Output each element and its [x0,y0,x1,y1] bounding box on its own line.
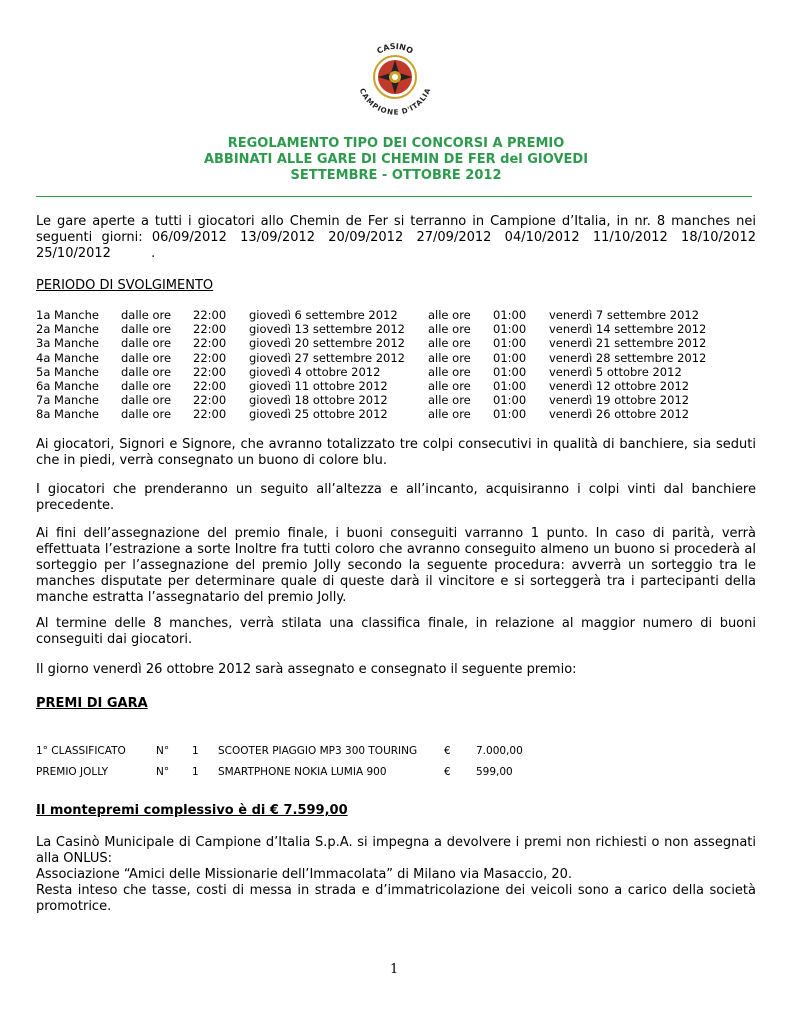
schedule-cell: 01:00 [493,350,527,365]
logo-top-text: CASINO [375,41,415,56]
intro-paragraph [36,214,756,262]
schedule-cell: alle ore [428,350,471,365]
schedule-cell: venerdì 21 settembre 2012 [549,336,707,351]
schedule-cell: 2a Manche [36,322,99,337]
schedule-cell: 22:00 [193,350,227,365]
schedule-cell: 22:00 [193,393,227,408]
schedule-cell: venerdì 28 settembre 2012 [549,350,707,365]
total-prize-pool: Il montepremi complessivo è di € 7.599,00 [36,803,348,818]
schedule-cell: dalle ore [121,322,172,337]
schedule-cell: 22:00 [193,364,227,379]
schedule-cell: alle ore [428,336,471,351]
paragraph-2: I giocatori che prenderanno un seguito all’altezza e all’incanto, acquisiranno i colpi vinti dal banchiere precedente. [36,482,756,513]
schedule-cell: dalle ore [121,407,172,422]
schedule-cell: 22:00 [193,308,227,322]
schedule-cell: giovedì 18 ottobre 2012 [249,393,388,408]
prize-cell: N° [156,766,170,778]
prize-cell: SMARTPHONE NOKIA LUMIA 900 [218,766,387,778]
schedule-cell: 01:00 [493,378,527,393]
schedule-cell: 4a Manche [36,350,99,365]
prize-cell: SCOOTER PIAGGIO MP3 300 TOURING [218,745,418,757]
title-line-1: REGOLAMENTO TIPO DEI CONCORSI A PREMIO [227,136,565,151]
schedule-cell: giovedì 25 ottobre 2012 [249,407,388,422]
schedule-cell: alle ore [428,378,471,393]
prize-cell: 1 [192,745,199,757]
schedule-cell: venerdì 19 ottobre 2012 [549,393,690,408]
schedule-cell: 8a Manche [36,407,99,422]
schedule-cell: 22:00 [193,322,227,337]
paragraph-3: Ai fini dell’assegnazione del premio finale, i buoni conseguiti varranno 1 punto. In caso di parità, verrà effettuata l’estrazione a sorte Inoltre fra tutti coloro che avranno conseguito almeno un buono si procederà al sorteggio per l’assegnazione del premio Jolly secondo la seguente procedura: avverrà un sorteggio tra le manches disputate per determinare quale di queste darà il vincitore e si sorteggerà tra i partecipanti della manche estratta l’assegnatario del premio Jolly. [36,526,756,605]
prize-cell: 7.000,00 [476,745,523,757]
page-number: 1 [390,962,399,977]
closing-line-3: Resta inteso che tasse, costi di messa in strada e d’immatricolazione dei veicoli sono a carico della società promotrice. [36,883,756,914]
schedule-cell: giovedì 4 ottobre 2012 [249,364,381,379]
prizes-heading: PREMI DI GARA [36,696,148,711]
schedule-cell: dalle ore [121,378,172,393]
prize-cell: 1° CLASSIFICATO [36,745,126,757]
schedule-cell: giovedì 6 settembre 2012 [249,308,398,322]
prize-cell: € [444,766,451,778]
closing-paragraph [36,835,756,915]
closing-line-1: La Casinò Municipale di Campione d’Italia S.p.A. si impegna a devolvere i premi non richiesti o non assegnati alla ONLUS: [36,835,756,866]
schedule-cell: 01:00 [493,393,527,408]
paragraph-5: Il giorno venerdì 26 ottobre 2012 sarà assegnato e consegnato il seguente premio: [36,662,577,677]
schedule-cell: 01:00 [493,336,527,351]
prize-cell: 599,00 [476,766,513,778]
schedule-cell: 3a Manche [36,336,99,351]
schedule-cell: 7a Manche [36,393,99,408]
schedule-cell: venerdì 7 settembre 2012 [549,308,700,322]
document-title [36,136,756,184]
schedule-cell: dalle ore [121,364,172,379]
schedule-cell: giovedì 11 ottobre 2012 [249,378,388,393]
schedule-cell: 22:00 [193,378,227,393]
schedule-cell: venerdì 5 ottobre 2012 [549,364,682,379]
period-heading: PERIODO DI SVOLGIMENTO [36,278,214,293]
schedule-cell: alle ore [428,364,471,379]
title-line-2: ABBINATI ALLE GARE DI CHEMIN DE FER del GIOVEDI [203,152,589,167]
schedule-cell: venerdì 26 ottobre 2012 [549,407,690,422]
prize-cell: € [444,745,451,757]
schedule-cell: venerdì 12 ottobre 2012 [549,378,690,393]
intro-text: Le gare aperte a tutti i giocatori allo Chemin de Fer si terranno in Campione d’Italia, in nr. 8 manches nei seguenti giorni: [36,214,756,245]
schedule-cell: alle ore [428,407,471,422]
schedule-cell: 22:00 [193,407,227,422]
title-divider [36,196,752,197]
schedule-cell: venerdì 14 settembre 2012 [549,322,707,337]
prize-cell: N° [156,745,170,757]
schedule-cell: 6a Manche [36,378,99,393]
schedule-cell: 1a Manche [36,308,99,322]
paragraph-4: Al termine delle 8 manches, verrà stilata una classifica finale, in relazione al maggior numero di buoni conseguiti dai giocatori. [36,616,756,647]
schedule-cell: dalle ore [121,350,172,365]
schedule-cell: alle ore [428,308,471,322]
schedule-cell: 01:00 [493,407,527,422]
casino-logo [355,37,435,119]
schedule-cell: dalle ore [121,308,172,322]
schedule-cell: alle ore [428,393,471,408]
closing-line-2: Associazione “Amici delle Missionarie dell’Immacolata” di Milano via Masaccio, 20. [36,867,573,882]
schedule-cell: 22:00 [193,336,227,351]
schedule-cell: 01:00 [493,308,527,322]
logo-bottom-text: CAMPIONE D'ITALIA [357,86,433,117]
schedule-cell: dalle ore [121,393,172,408]
intro-dates: 06/09/2012 13/09/2012 20/09/2012 27/09/2012 04/10/2012 11/10/2012 18/10/2012 25/10/2012 [36,230,756,261]
schedule-cell: 01:00 [493,322,527,337]
schedule-cell: giovedì 20 settembre 2012 [249,336,405,351]
prize-cell: 1 [192,766,199,778]
paragraph-1: Ai giocatori, Signori e Signore, che avranno totalizzato tre colpi consecutivi in qualità di banchiere, sia seduti che in piedi, verrà consegnato un buono di colore blu. [36,437,756,468]
intro-trailer: . [151,246,156,261]
schedule-cell: giovedì 13 settembre 2012 [249,322,405,337]
title-line-3: SETTEMBRE - OTTOBRE 2012 [290,168,502,183]
schedule-cell: giovedì 27 settembre 2012 [249,350,405,365]
schedule-cell: dalle ore [121,336,172,351]
schedule-cell: 01:00 [493,364,527,379]
schedule-cell: alle ore [428,322,471,337]
schedule-cell: 5a Manche [36,364,99,379]
prize-cell: PREMIO JOLLY [36,766,109,778]
